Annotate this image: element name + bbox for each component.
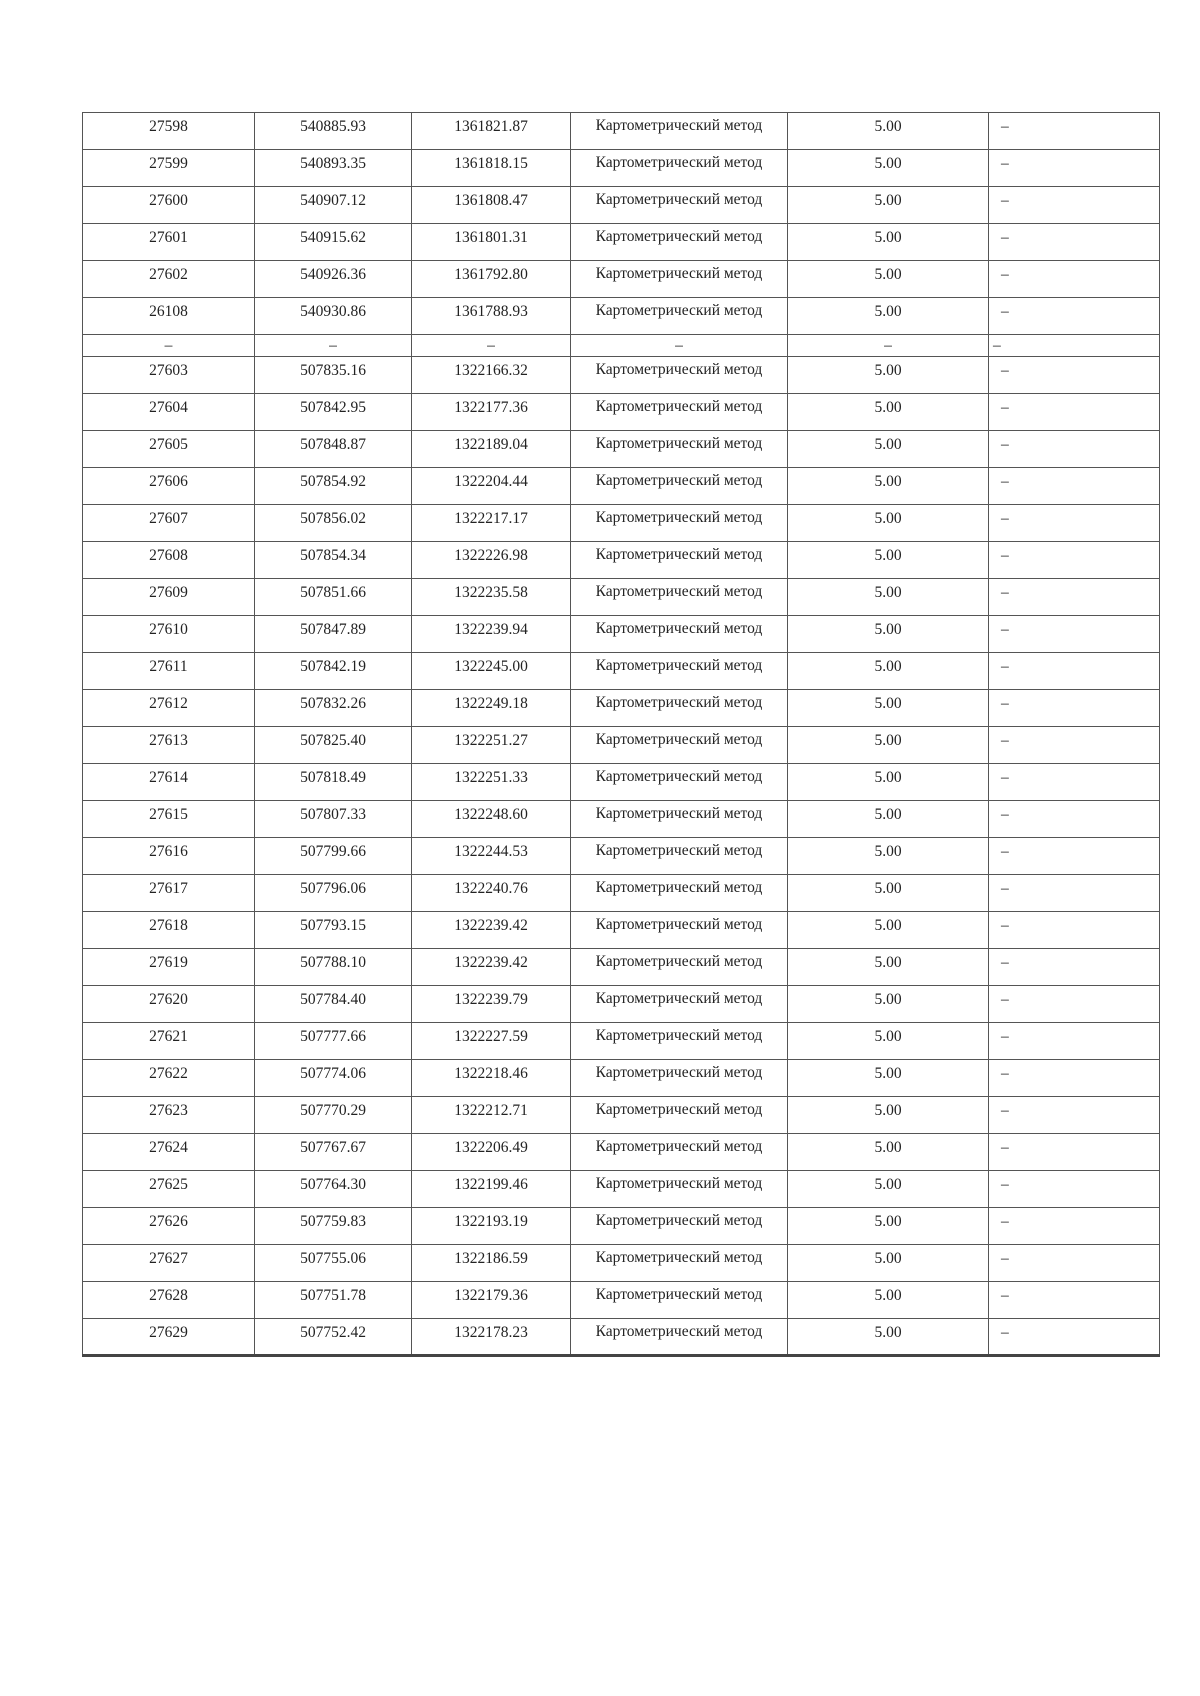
x-coordinate-cell: 507835.16 [255, 357, 412, 394]
x-coordinate-cell: 507796.06 [255, 875, 412, 912]
y-coordinate-cell: 1322226.98 [412, 542, 571, 579]
description-cell: – [989, 727, 1160, 764]
x-coordinate-cell: 507856.02 [255, 505, 412, 542]
y-coordinate-cell: 1322227.59 [412, 1023, 571, 1060]
description-cell: – [989, 653, 1160, 690]
y-coordinate-cell: 1322239.94 [412, 616, 571, 653]
method-cell: Картометрический метод [571, 616, 788, 653]
y-coordinate-cell: 1361792.80 [412, 261, 571, 298]
table-row [83, 727, 1160, 764]
table-row [83, 1245, 1160, 1282]
method-cell: Картометрический метод [571, 986, 788, 1023]
x-coordinate-cell: 507788.10 [255, 949, 412, 986]
y-coordinate-cell: 1322251.33 [412, 764, 571, 801]
point-number-cell: 27609 [83, 579, 255, 616]
separator-row [83, 335, 1160, 357]
accuracy-cell: 5.00 [788, 764, 989, 801]
point-number-cell: 27625 [83, 1171, 255, 1208]
y-coordinate-cell: 1322239.42 [412, 912, 571, 949]
point-number-cell: 27605 [83, 431, 255, 468]
x-coordinate-cell: 507764.30 [255, 1171, 412, 1208]
method-cell: Картометрический метод [571, 1060, 788, 1097]
description-cell: – [989, 394, 1160, 431]
method-cell: Картометрический метод [571, 1282, 788, 1319]
point-number-cell: 27622 [83, 1060, 255, 1097]
point-number-cell: 27615 [83, 801, 255, 838]
x-coordinate-cell: 540926.36 [255, 261, 412, 298]
accuracy-cell: 5.00 [788, 579, 989, 616]
point-number-cell: 26108 [83, 298, 255, 335]
accuracy-cell: 5.00 [788, 1319, 989, 1356]
x-coordinate-cell: 540907.12 [255, 187, 412, 224]
description-cell: – [989, 431, 1160, 468]
y-coordinate-cell: 1361818.15 [412, 150, 571, 187]
y-coordinate-cell: 1322179.36 [412, 1282, 571, 1319]
description-cell: – [989, 505, 1160, 542]
table-row [83, 1023, 1160, 1060]
method-cell: Картометрический метод [571, 1097, 788, 1134]
y-coordinate-cell: 1322189.04 [412, 431, 571, 468]
table-row [83, 986, 1160, 1023]
point-number-cell: 27629 [83, 1319, 255, 1356]
description-cell: – [989, 542, 1160, 579]
y-coordinate-cell: 1361808.47 [412, 187, 571, 224]
x-coordinate-cell: 507759.83 [255, 1208, 412, 1245]
point-number-cell: 27601 [83, 224, 255, 261]
point-number-cell: 27627 [83, 1245, 255, 1282]
y-coordinate-cell: – [412, 335, 571, 357]
accuracy-cell: 5.00 [788, 468, 989, 505]
description-cell: – [989, 1134, 1160, 1171]
y-coordinate-cell: 1322193.19 [412, 1208, 571, 1245]
point-number-cell: 27621 [83, 1023, 255, 1060]
table-row [83, 764, 1160, 801]
x-coordinate-cell: 540893.35 [255, 150, 412, 187]
y-coordinate-cell: 1322239.42 [412, 949, 571, 986]
method-cell: Картометрический метод [571, 1208, 788, 1245]
point-number-cell: 27603 [83, 357, 255, 394]
table-row [83, 1319, 1160, 1356]
accuracy-cell: 5.00 [788, 187, 989, 224]
accuracy-cell: 5.00 [788, 1245, 989, 1282]
method-cell: Картометрический метод [571, 1319, 788, 1356]
y-coordinate-cell: 1322251.27 [412, 727, 571, 764]
accuracy-cell: 5.00 [788, 261, 989, 298]
point-number-cell: 27614 [83, 764, 255, 801]
y-coordinate-cell: 1322166.32 [412, 357, 571, 394]
table-row [83, 394, 1160, 431]
description-cell: – [989, 298, 1160, 335]
method-cell: Картометрический метод [571, 653, 788, 690]
x-coordinate-cell: 507854.34 [255, 542, 412, 579]
point-number-cell: 27623 [83, 1097, 255, 1134]
point-number-cell: 27608 [83, 542, 255, 579]
accuracy-cell: 5.00 [788, 1060, 989, 1097]
x-coordinate-cell: 507767.67 [255, 1134, 412, 1171]
description-cell: – [989, 579, 1160, 616]
point-number-cell: 27618 [83, 912, 255, 949]
point-number-cell: 27624 [83, 1134, 255, 1171]
method-cell: Картометрический метод [571, 579, 788, 616]
accuracy-cell: 5.00 [788, 1282, 989, 1319]
description-cell: – [989, 838, 1160, 875]
accuracy-cell: 5.00 [788, 150, 989, 187]
table-row [83, 113, 1160, 150]
point-number-cell: 27607 [83, 505, 255, 542]
x-coordinate-cell: 507807.33 [255, 801, 412, 838]
description-cell: – [989, 875, 1160, 912]
y-coordinate-cell: 1322248.60 [412, 801, 571, 838]
y-coordinate-cell: 1322244.53 [412, 838, 571, 875]
y-coordinate-cell: 1361801.31 [412, 224, 571, 261]
accuracy-cell: 5.00 [788, 1134, 989, 1171]
x-coordinate-cell: 507784.40 [255, 986, 412, 1023]
y-coordinate-cell: 1361788.93 [412, 298, 571, 335]
method-cell: Картометрический метод [571, 1023, 788, 1060]
table-row [83, 357, 1160, 394]
x-coordinate-cell: 507825.40 [255, 727, 412, 764]
accuracy-cell: 5.00 [788, 542, 989, 579]
description-cell: – [989, 690, 1160, 727]
x-coordinate-cell: 540915.62 [255, 224, 412, 261]
accuracy-cell: 5.00 [788, 113, 989, 150]
table-row [83, 875, 1160, 912]
table-row [83, 653, 1160, 690]
x-coordinate-cell: 507799.66 [255, 838, 412, 875]
method-cell: Картометрический метод [571, 949, 788, 986]
accuracy-cell: 5.00 [788, 912, 989, 949]
accuracy-cell: – [788, 335, 989, 357]
y-coordinate-cell: 1322186.59 [412, 1245, 571, 1282]
x-coordinate-cell: 507770.29 [255, 1097, 412, 1134]
table-row [83, 1060, 1160, 1097]
table-row [83, 801, 1160, 838]
x-coordinate-cell: 507752.42 [255, 1319, 412, 1356]
accuracy-cell: 5.00 [788, 357, 989, 394]
description-cell: – [989, 224, 1160, 261]
y-coordinate-cell: 1322245.00 [412, 653, 571, 690]
accuracy-cell: 5.00 [788, 505, 989, 542]
x-coordinate-cell: 507751.78 [255, 1282, 412, 1319]
accuracy-cell: 5.00 [788, 224, 989, 261]
x-coordinate-cell: 507851.66 [255, 579, 412, 616]
description-cell: – [989, 261, 1160, 298]
description-cell: – [989, 949, 1160, 986]
method-cell: Картометрический метод [571, 542, 788, 579]
point-number-cell: 27610 [83, 616, 255, 653]
point-number-cell: 27628 [83, 1282, 255, 1319]
accuracy-cell: 5.00 [788, 727, 989, 764]
method-cell: Картометрический метод [571, 394, 788, 431]
y-coordinate-cell: 1322217.17 [412, 505, 571, 542]
x-coordinate-cell: 507755.06 [255, 1245, 412, 1282]
point-number-cell: 27611 [83, 653, 255, 690]
point-number-cell: 27599 [83, 150, 255, 187]
y-coordinate-cell: 1322218.46 [412, 1060, 571, 1097]
x-coordinate-cell: 507832.26 [255, 690, 412, 727]
y-coordinate-cell: 1322178.23 [412, 1319, 571, 1356]
description-cell: – [989, 801, 1160, 838]
method-cell: Картометрический метод [571, 298, 788, 335]
method-cell: Картометрический метод [571, 764, 788, 801]
description-cell: – [989, 1319, 1160, 1356]
point-number-cell: 27612 [83, 690, 255, 727]
method-cell: Картометрический метод [571, 727, 788, 764]
y-coordinate-cell: 1322206.49 [412, 1134, 571, 1171]
method-cell: Картометрический метод [571, 357, 788, 394]
point-number-cell: 27613 [83, 727, 255, 764]
table-row [83, 1208, 1160, 1245]
point-number-cell: 27604 [83, 394, 255, 431]
x-coordinate-cell: 507777.66 [255, 1023, 412, 1060]
description-cell: – [989, 764, 1160, 801]
description-cell: – [989, 335, 1160, 357]
table-row [83, 261, 1160, 298]
x-coordinate-cell: 507818.49 [255, 764, 412, 801]
table-row [83, 187, 1160, 224]
method-cell: Картометрический метод [571, 150, 788, 187]
table-row [83, 949, 1160, 986]
description-cell: – [989, 986, 1160, 1023]
table-row [83, 505, 1160, 542]
x-coordinate-cell: 507793.15 [255, 912, 412, 949]
point-number-cell: 27617 [83, 875, 255, 912]
point-number-cell: 27606 [83, 468, 255, 505]
coordinates-table-body [83, 113, 1160, 1356]
accuracy-cell: 5.00 [788, 653, 989, 690]
method-cell: Картометрический метод [571, 505, 788, 542]
table-row [83, 1134, 1160, 1171]
x-coordinate-cell: 507854.92 [255, 468, 412, 505]
description-cell: – [989, 616, 1160, 653]
accuracy-cell: 5.00 [788, 801, 989, 838]
y-coordinate-cell: 1322212.71 [412, 1097, 571, 1134]
description-cell: – [989, 1208, 1160, 1245]
coordinates-table [82, 112, 1160, 1357]
y-coordinate-cell: 1322177.36 [412, 394, 571, 431]
accuracy-cell: 5.00 [788, 616, 989, 653]
accuracy-cell: 5.00 [788, 1208, 989, 1245]
point-number-cell: 27626 [83, 1208, 255, 1245]
method-cell: Картометрический метод [571, 690, 788, 727]
description-cell: – [989, 1097, 1160, 1134]
table-row [83, 838, 1160, 875]
y-coordinate-cell: 1322239.79 [412, 986, 571, 1023]
point-number-cell: – [83, 335, 255, 357]
y-coordinate-cell: 1322235.58 [412, 579, 571, 616]
description-cell: – [989, 468, 1160, 505]
accuracy-cell: 5.00 [788, 431, 989, 468]
description-cell: – [989, 1060, 1160, 1097]
accuracy-cell: 5.00 [788, 1171, 989, 1208]
point-number-cell: 27602 [83, 261, 255, 298]
table-row [83, 298, 1160, 335]
point-number-cell: 27600 [83, 187, 255, 224]
y-coordinate-cell: 1322249.18 [412, 690, 571, 727]
x-coordinate-cell: 507842.19 [255, 653, 412, 690]
x-coordinate-cell: – [255, 335, 412, 357]
table-row [83, 1282, 1160, 1319]
accuracy-cell: 5.00 [788, 298, 989, 335]
table-row [83, 224, 1160, 261]
x-coordinate-cell: 540930.86 [255, 298, 412, 335]
method-cell: Картометрический метод [571, 1245, 788, 1282]
description-cell: – [989, 113, 1160, 150]
point-number-cell: 27619 [83, 949, 255, 986]
x-coordinate-cell: 507848.87 [255, 431, 412, 468]
method-cell: Картометрический метод [571, 187, 788, 224]
y-coordinate-cell: 1322204.44 [412, 468, 571, 505]
method-cell: Картометрический метод [571, 875, 788, 912]
accuracy-cell: 5.00 [788, 1097, 989, 1134]
method-cell: Картометрический метод [571, 224, 788, 261]
accuracy-cell: 5.00 [788, 949, 989, 986]
method-cell: Картометрический метод [571, 801, 788, 838]
method-cell: Картометрический метод [571, 912, 788, 949]
x-coordinate-cell: 507847.89 [255, 616, 412, 653]
accuracy-cell: 5.00 [788, 875, 989, 912]
description-cell: – [989, 912, 1160, 949]
point-number-cell: 27620 [83, 986, 255, 1023]
table-row [83, 1097, 1160, 1134]
point-number-cell: 27616 [83, 838, 255, 875]
y-coordinate-cell: 1322240.76 [412, 875, 571, 912]
x-coordinate-cell: 507774.06 [255, 1060, 412, 1097]
table-row [83, 616, 1160, 653]
point-number-cell: 27598 [83, 113, 255, 150]
accuracy-cell: 5.00 [788, 838, 989, 875]
table-row [83, 1171, 1160, 1208]
method-cell: Картометрический метод [571, 431, 788, 468]
table-row [83, 912, 1160, 949]
description-cell: – [989, 150, 1160, 187]
x-coordinate-cell: 540885.93 [255, 113, 412, 150]
table-row [83, 690, 1160, 727]
y-coordinate-cell: 1322199.46 [412, 1171, 571, 1208]
accuracy-cell: 5.00 [788, 690, 989, 727]
table-row [83, 542, 1160, 579]
table-row [83, 431, 1160, 468]
description-cell: – [989, 1245, 1160, 1282]
description-cell: – [989, 187, 1160, 224]
description-cell: – [989, 1023, 1160, 1060]
table-row [83, 579, 1160, 616]
description-cell: – [989, 357, 1160, 394]
accuracy-cell: 5.00 [788, 1023, 989, 1060]
method-cell: Картометрический метод [571, 1134, 788, 1171]
method-cell: Картометрический метод [571, 838, 788, 875]
description-cell: – [989, 1282, 1160, 1319]
method-cell: Картометрический метод [571, 261, 788, 298]
accuracy-cell: 5.00 [788, 394, 989, 431]
method-cell: Картометрический метод [571, 468, 788, 505]
description-cell: – [989, 1171, 1160, 1208]
method-cell: Картометрический метод [571, 113, 788, 150]
x-coordinate-cell: 507842.95 [255, 394, 412, 431]
table-row [83, 150, 1160, 187]
table-row [83, 468, 1160, 505]
y-coordinate-cell: 1361821.87 [412, 113, 571, 150]
method-cell: – [571, 335, 788, 357]
accuracy-cell: 5.00 [788, 986, 989, 1023]
method-cell: Картометрический метод [571, 1171, 788, 1208]
